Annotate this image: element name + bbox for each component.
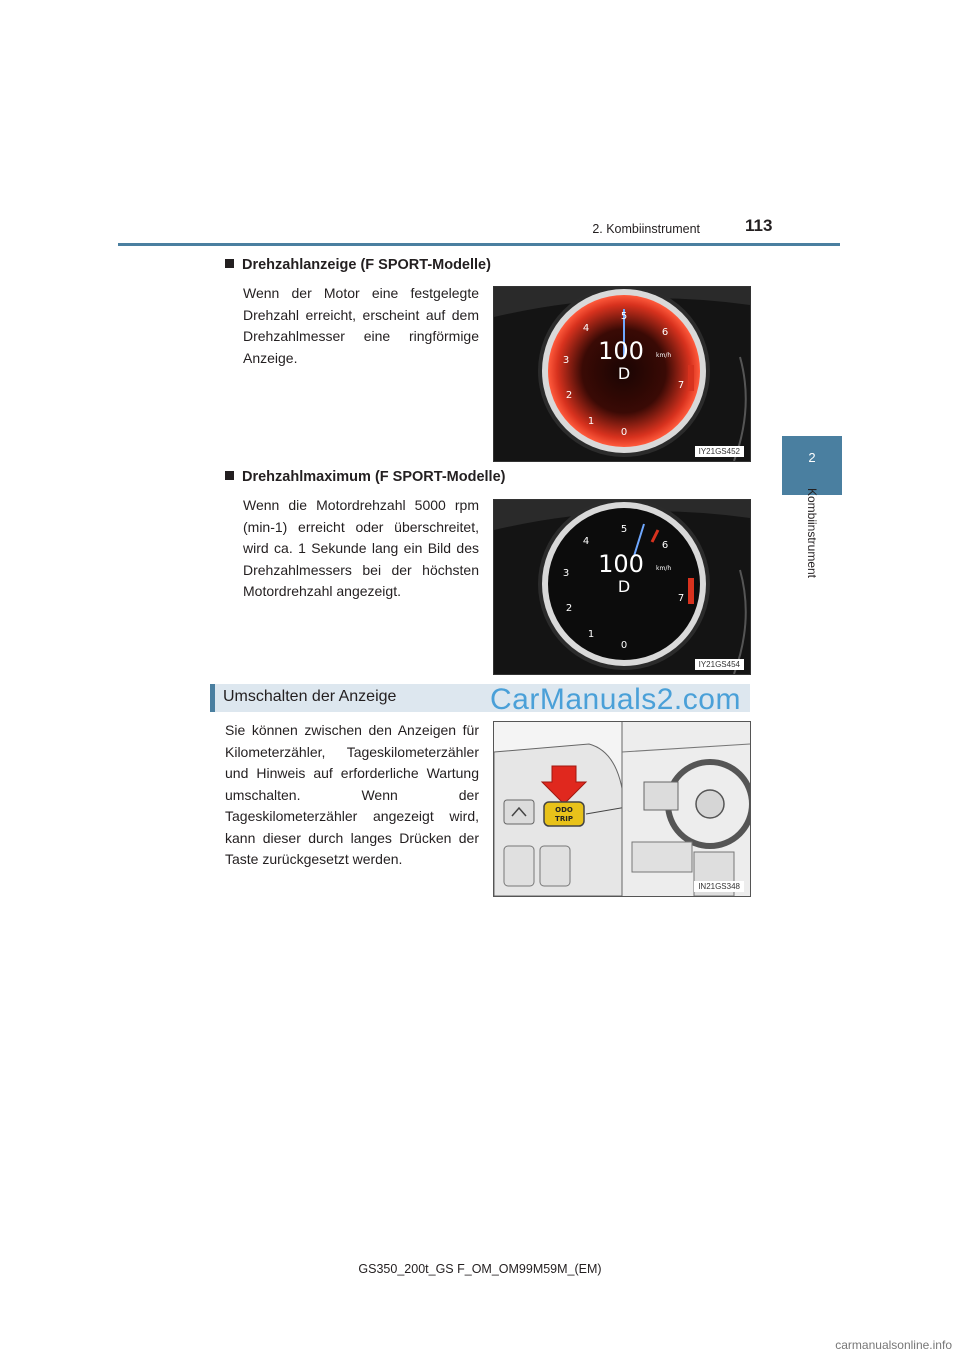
watermark: CarManuals2.com <box>490 683 741 716</box>
gauge-tick-label: 3 <box>562 355 570 366</box>
subheading-text: Drehzahlanzeige (F SPORT-Modelle) <box>242 257 491 273</box>
tachometer-ring-illustration <box>494 287 750 461</box>
subheading-text: Drehzahlmaximum (F SPORT-Modelle) <box>242 469 506 485</box>
gauge-tick-label: 2 <box>565 603 573 614</box>
running-header-chapter: 2. Kombiinstrument <box>592 222 700 236</box>
button-label-trip: TRIP <box>555 815 573 823</box>
gauge-tick-label: 0 <box>620 640 628 651</box>
figure-rpm-ring <box>493 286 751 462</box>
gear-indicator: D <box>617 364 631 383</box>
gauge-tick-label: 4 <box>582 323 590 334</box>
square-bullet-icon <box>225 471 234 480</box>
tachometer-maximum-illustration <box>494 500 750 674</box>
figure-code: IY21GS452 <box>695 446 744 457</box>
paragraph-switch-display: Sie können zwischen den Anzeigen für Kilometerzähler, Tageskilometerzähler und Hinweis auf erforderliche Wartung umschalten. Wenn der Tageskilometerzähler angezeigt wird, kann dieser durch langes Drücken der Taste zurückgesetzt werden. <box>225 722 479 867</box>
header-rule <box>118 243 840 246</box>
figure-odo-trip-button <box>493 721 751 897</box>
gauge-tick-label: 7 <box>677 593 685 604</box>
document-footer: GS350_200t_GS F_OM_OM99M59M_(EM) <box>358 1262 602 1276</box>
chapter-tab-label: Kombiinstrument <box>805 487 819 579</box>
paragraph-rpm-maximum: Wenn die Motordrehzahl 5000 rpm (min-1) erreicht oder überschreitet, wird ca. 1 Sekunde lang ein Bild des Drehzahlmessers bei der höchsten Motordrehzahl angezeigt. <box>243 497 479 599</box>
speed-unit: km/h <box>656 352 672 359</box>
section-title: Umschalten der Anzeige <box>223 688 397 705</box>
gear-indicator: D <box>617 577 631 596</box>
paragraph-rpm-indicator: Wenn der Motor eine festgelegte Drehzahl erreicht, erscheint auf dem Drehzahlmesser eine ringförmige Anzeige. <box>243 285 479 366</box>
bottom-watermark: carmanualsonline.info <box>835 1338 952 1352</box>
figure-code: IY21GS454 <box>695 659 744 670</box>
subheading-rpm-indicator <box>225 257 491 273</box>
subheading-rpm-maximum <box>225 469 505 485</box>
gauge-tick-label: 6 <box>661 327 669 338</box>
square-bullet-icon <box>225 259 234 268</box>
chapter-tab-number: 2 <box>808 450 816 465</box>
page-number: 113 <box>745 216 773 235</box>
section-accent <box>210 684 215 712</box>
speed-readout: 100 <box>598 550 644 578</box>
odo-trip-button-illustration <box>494 722 750 896</box>
gauge-tick-label: 2 <box>565 390 573 401</box>
gauge-tick-label: 7 <box>677 380 685 391</box>
speed-unit: km/h <box>656 565 672 572</box>
gauge-tick-label: 1 <box>587 629 595 640</box>
gauge-tick-label: 4 <box>582 536 590 547</box>
speed-readout: 100 <box>598 337 644 365</box>
figure-code: IN21GS348 <box>694 881 744 892</box>
button-label-odo: ODO <box>555 806 573 814</box>
gauge-tick-label: 0 <box>620 427 628 438</box>
gauge-tick-label: 5 <box>620 524 628 535</box>
gauge-tick-label: 6 <box>661 540 669 551</box>
gauge-tick-label: 5 <box>620 311 628 322</box>
figure-rpm-maximum <box>493 499 751 675</box>
gauge-tick-label: 1 <box>587 416 595 427</box>
gauge-tick-label: 3 <box>562 568 570 579</box>
